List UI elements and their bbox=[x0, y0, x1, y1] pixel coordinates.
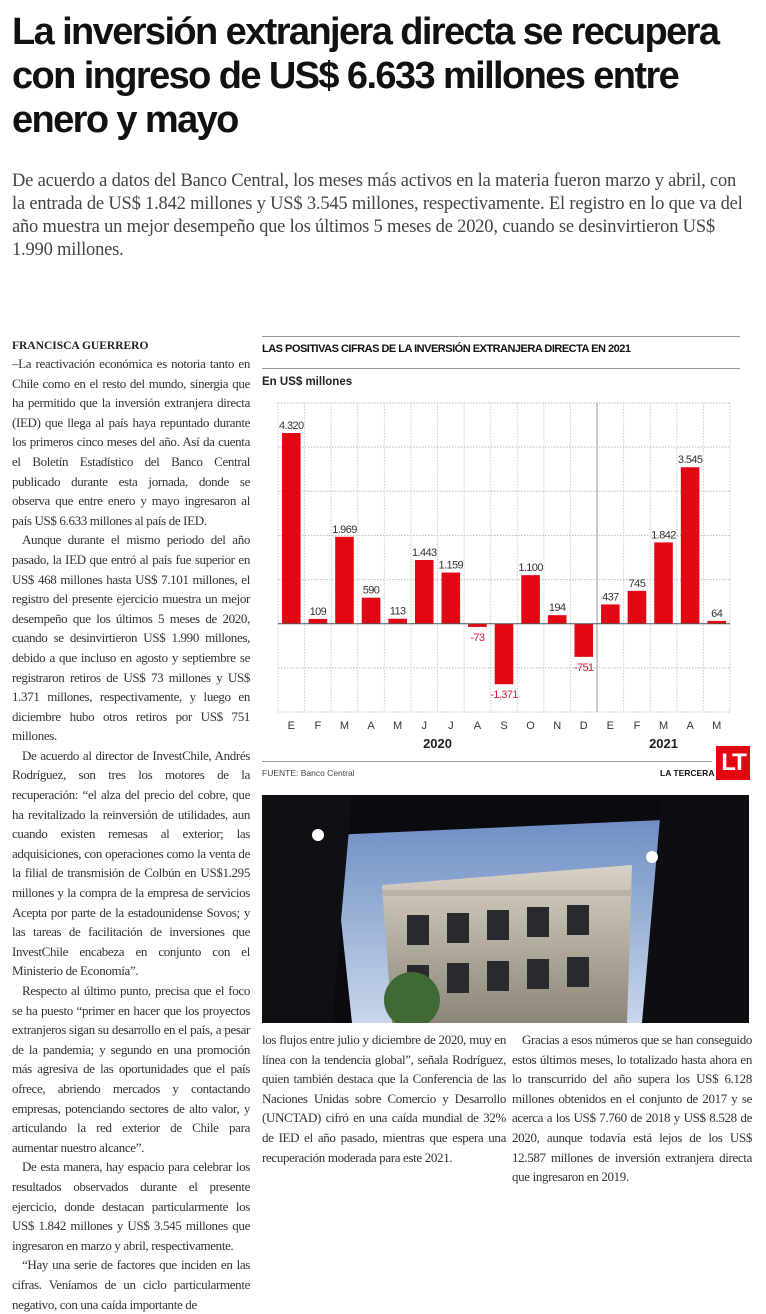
chart-plot bbox=[262, 336, 750, 756]
bar bbox=[521, 575, 540, 624]
data-label: 64 bbox=[711, 607, 723, 620]
x-tick-label: F bbox=[633, 720, 641, 732]
paragraph: De esta manera, hay espacio para celebrar los resultados observados durante el presente ejercicio, donde destacan particularmente los US$ 1.842 millones y US$ 3.545 millones que ingresaron en marzo y abril, respectivamente. bbox=[12, 1159, 250, 1253]
data-label: 1.969 bbox=[332, 523, 357, 536]
article-column-middle bbox=[262, 1030, 506, 1167]
data-label: 1.159 bbox=[438, 559, 464, 572]
data-label: -1.371 bbox=[490, 689, 518, 702]
bar bbox=[601, 604, 620, 623]
bar bbox=[282, 433, 301, 624]
bar bbox=[335, 537, 354, 624]
x-tick-label: O bbox=[526, 720, 535, 732]
bar bbox=[681, 467, 700, 623]
paragraph: Aunque durante el mismo periodo del año pasado, la IED que entró al país fue superior en US$ 468 millones hasta US$ 7.101 millones, el registro del presente ejercicio muestra un mejor desempeño que los últimos 5 meses de 2020, cuando se desinvirtieron US$ 1.990 millones, debido a que incluso en agosto y septiembre se registraron retiros de US$ 73 millones y US$ 1.371 millones, respectivamente, y luego en diciembre hubo otros retiros por US$ 751 millones. bbox=[12, 532, 250, 744]
x-tick-label: A bbox=[686, 720, 694, 732]
bar bbox=[628, 591, 647, 624]
data-label: 1.443 bbox=[411, 547, 437, 560]
banco-central-building-photo bbox=[262, 795, 749, 1023]
bar bbox=[495, 624, 514, 685]
x-tick-label: M bbox=[339, 720, 350, 732]
bar bbox=[654, 542, 673, 623]
x-tick-label: M bbox=[393, 720, 403, 732]
bar bbox=[442, 573, 461, 624]
data-label: 1.842 bbox=[651, 529, 676, 542]
x-tick-label: A bbox=[473, 720, 482, 732]
data-label: -751 bbox=[573, 661, 594, 674]
paragraph: De acuerdo al director de InvestChile, Andrés Rodríguez, son tres los motores de la recuperación: “el alza del precio del cobre, que ha revitalizado la reinversión de utilidades, aun cuando existen remesas al exterior; las adquisiciones, con operaciones como la venta de la filial de transmisión de Colbún en US$1.295 millones y la compra de la empresa de servicios Acepta por parte de la estadounidense Sovos; y las tareas de facilitación de inversiones que InvestChile encabeza en conjunto con el Ministerio de Economía”. bbox=[12, 747, 250, 979]
divider bbox=[262, 761, 712, 762]
x-tick-label: E bbox=[287, 720, 295, 732]
bar bbox=[548, 615, 567, 624]
byline: FRANCISCA GUERRERO bbox=[12, 340, 149, 352]
lede: De acuerdo a datos del Banco Central, los meses más activos en la materia fueron marzo y abril, con la entrada de US$ 1.842 millones y US$ 3.545 millones, respectivamente. El registro en lo que va del año muestra un mejor desempeño que los últimos 5 meses de 2020, cuando se desinvirtieron US$ 1.990 millones. bbox=[12, 171, 743, 260]
data-label: 4.320 bbox=[279, 420, 304, 433]
year-label: 2021 bbox=[649, 736, 678, 751]
x-tick-label: N bbox=[553, 720, 562, 732]
data-label: 109 bbox=[309, 605, 327, 618]
bar bbox=[415, 560, 434, 624]
chart-source: FUENTE: Banco Central bbox=[262, 768, 355, 778]
bar bbox=[362, 598, 381, 624]
x-tick-label: J bbox=[421, 720, 427, 732]
x-tick-label: J bbox=[448, 720, 454, 732]
x-tick-label: E bbox=[606, 720, 615, 732]
x-tick-label: A bbox=[367, 720, 375, 732]
data-label: 437 bbox=[602, 591, 619, 604]
paragraph: –La reactivación económica es notoria tanto en Chile como en el resto del mundo, sinergia que ha permitido que la inversión extranjera directa (IED) que llega al país haya repuntado durante los primeros cinco meses del año. Así da cuenta el Boletín Estadístico del Banco Central publicado durante esta jornada, donde se observa que entre enero y mayo ingresaron al país US$ 6.633 millones al país de IED. bbox=[12, 356, 250, 528]
data-label: 3.545 bbox=[677, 454, 703, 467]
year-label: 2020 bbox=[423, 736, 452, 751]
data-label: 745 bbox=[628, 577, 646, 590]
la-tercera-logo: LT bbox=[716, 746, 750, 780]
x-tick-label: M bbox=[658, 720, 669, 732]
fdi-chart bbox=[262, 336, 750, 786]
paragraph: “Hay una serie de factores que inciden en las cifras. Veníamos de un ciclo particularmente negativo, con una caída importante de bbox=[12, 1257, 250, 1312]
article-column-left bbox=[12, 338, 250, 1314]
chart-title: LAS POSITIVAS CIFRAS DE LA INVERSIÓN EXTRANJERA DIRECTA EN 2021 bbox=[262, 343, 631, 355]
data-label: -73 bbox=[470, 631, 485, 644]
x-tick-label: D bbox=[579, 720, 588, 732]
x-tick-label: M bbox=[712, 720, 722, 732]
paragraph: Respecto al último punto, precisa que el foco se ha puesto “primer en hacer que los proyectos extranjeros sigan su desarrollo en el país, a pesar de la pandemia; y segundo en una promoción más agresiva de las oportunidades que el país ofrece, abriendo mercados y contactando empresas, potenciando sectores de alto valor, y articulando la red exterior de Chile para aumentar nuestro alcance”. bbox=[12, 983, 250, 1155]
paragraph: los flujos entre julio y diciembre de 2020, muy en línea con la tendencia global”, señala Rodríguez, quien también destaca que la Conferencia de las Naciones Unidas sobre Comercio y Desarrollo (UNCTAD) cifró en una caída mundial de 32% de IED el año pasado, mientras que espera una recuperación moderada para este 2021. bbox=[262, 1032, 506, 1165]
data-label: 113 bbox=[389, 605, 406, 618]
data-label: 1.100 bbox=[518, 562, 543, 575]
data-label: 590 bbox=[362, 584, 380, 597]
paragraph: Gracias a esos números que se han conseguido estos últimos meses, lo totalizado hasta ahora en lo transcurrido del año supera los US$ 6.128 millones obtenidos en el conjunto de 2017 y se acerca a los US$ 7.760 de 2018 y US$ 8.528 de 2020, aunque todavía está lejos de los US$ 12.587 millones de inversión extranjera directa que ingresaron en 2019. bbox=[512, 1032, 752, 1185]
bar bbox=[309, 619, 328, 624]
bar bbox=[388, 619, 407, 624]
brand-name: LA TERCERA bbox=[660, 768, 715, 778]
data-label: 194 bbox=[548, 602, 566, 615]
headline: La inversión extranjera directa se recupera con ingreso de US$ 6.633 millones entre enero y mayo bbox=[12, 11, 719, 141]
article-column-right bbox=[512, 1030, 752, 1187]
chart-unit: En US$ millones bbox=[262, 376, 353, 388]
x-tick-label: F bbox=[314, 720, 322, 732]
x-tick-label: S bbox=[500, 720, 508, 732]
bar bbox=[574, 624, 593, 657]
